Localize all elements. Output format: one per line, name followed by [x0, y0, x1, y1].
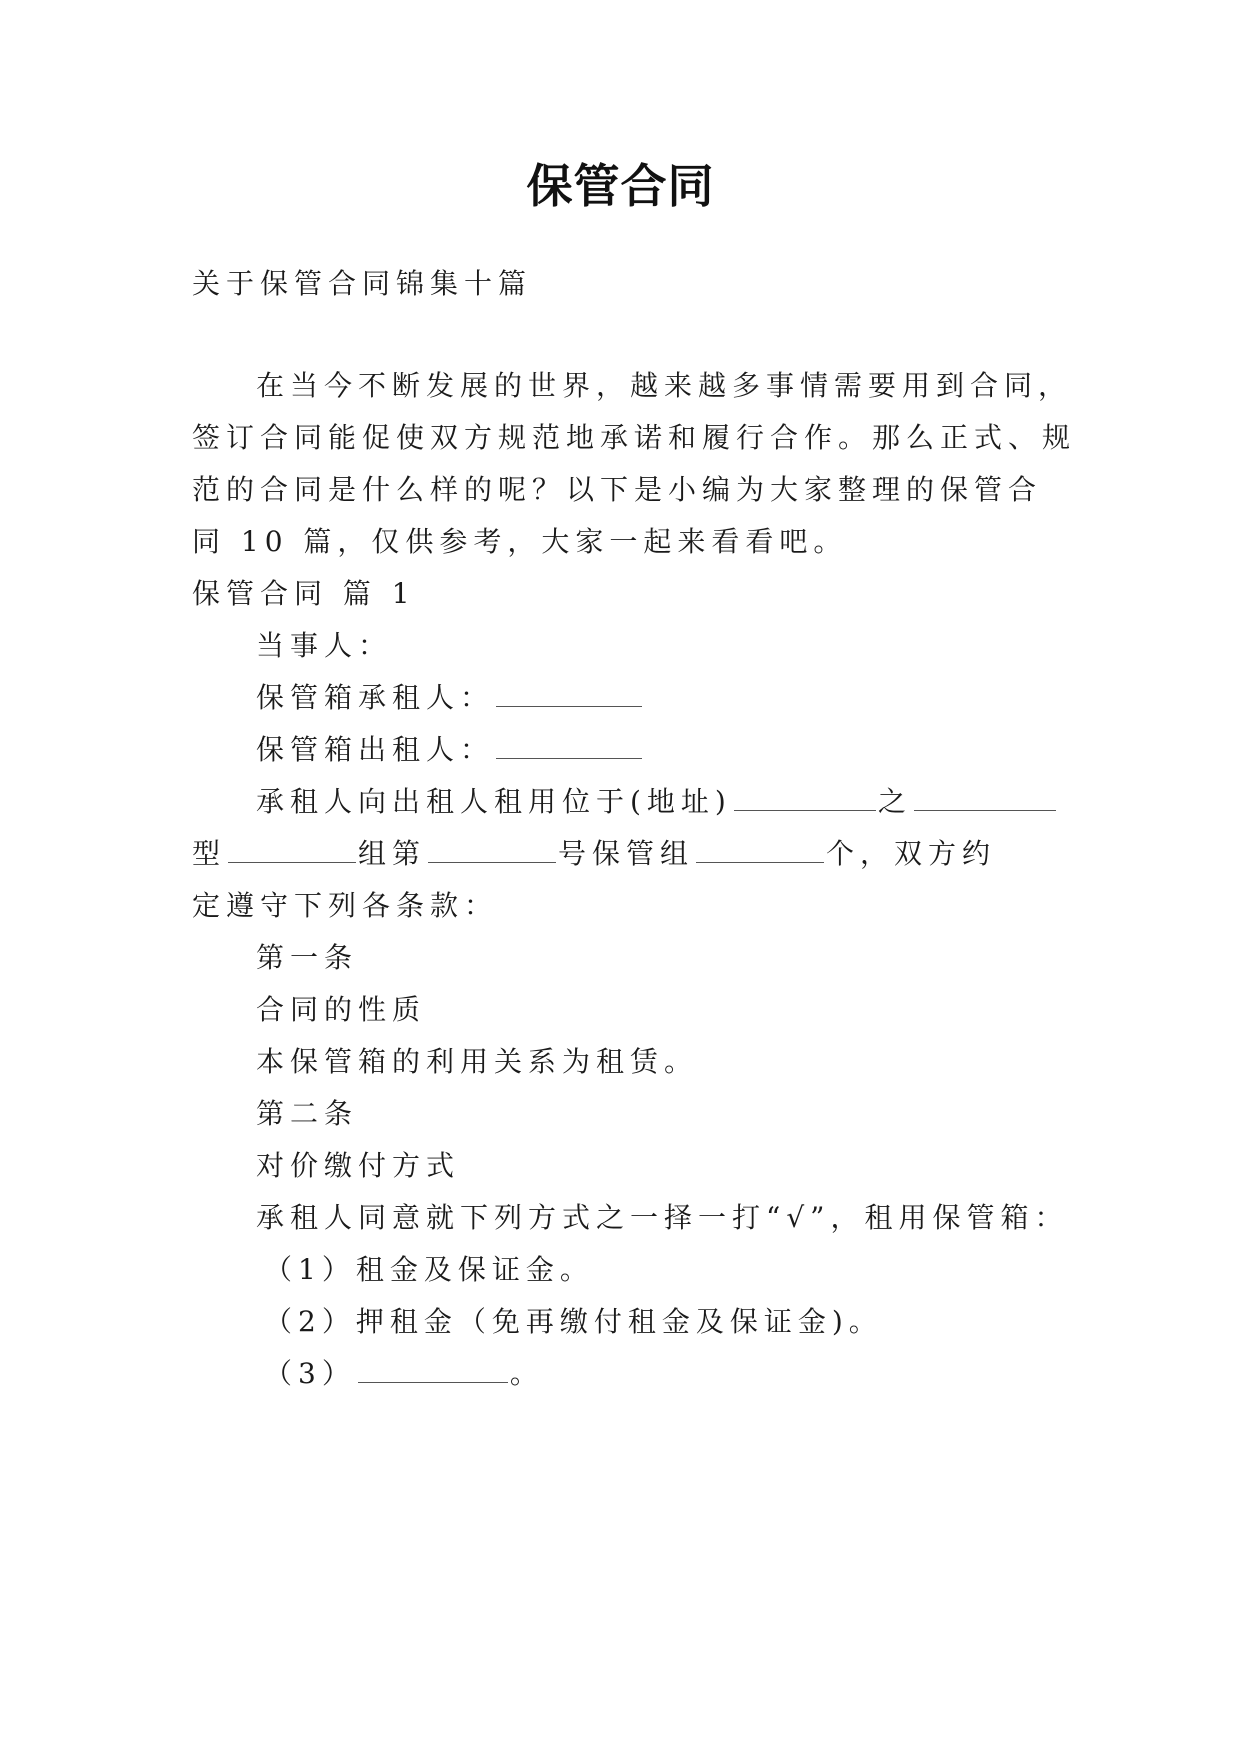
document-title: 保管合同 — [526, 159, 715, 213]
lessor-label: 保管箱出租人： — [256, 733, 495, 766]
lessor-line — [256, 730, 644, 770]
rent-text-e: 号保管组 — [558, 837, 695, 870]
rent-line-3: 定遵守下列各条款： — [192, 889, 499, 922]
intro-line-3: 范的合同是什么样的呢？以下是小编为大家整理的保管合 — [192, 473, 1043, 506]
group-blank — [228, 836, 356, 863]
count-blank — [696, 836, 824, 863]
address-blank — [734, 784, 876, 811]
lessee-blank — [496, 680, 642, 707]
article-1-name: 合同的性质 — [256, 993, 427, 1026]
article-2-number: 第二条 — [256, 1097, 359, 1130]
rent-text-f: 个，双方约 — [826, 837, 997, 870]
number-blank — [428, 836, 556, 863]
rent-line-2 — [192, 834, 996, 874]
option-3-blank — [358, 1356, 508, 1383]
rent-text-a: 承租人向出租人租用位于(地址) — [256, 785, 732, 818]
rent-line-1 — [256, 782, 1058, 822]
lessee-label: 保管箱承租人： — [256, 681, 495, 714]
intro-line-4: 同 10 篇，仅供参考，大家一起来看看吧。 — [192, 525, 848, 558]
rent-text-b: 之 — [877, 785, 912, 818]
type-blank — [914, 784, 1056, 811]
option-3-prefix: （3） — [264, 1357, 356, 1390]
article-1-number: 第一条 — [256, 941, 359, 974]
rent-text-c: 型 — [192, 837, 227, 870]
option-1: （1）租金及保证金。 — [264, 1253, 594, 1286]
article-2-name: 对价缴付方式 — [256, 1149, 461, 1182]
parties-label: 当事人： — [256, 629, 393, 662]
lessee-line — [256, 678, 644, 718]
intro-line-1: 在当今不断发展的世界，越来越多事情需要用到合同， — [256, 369, 1073, 402]
section-heading: 保管合同 篇 1 — [192, 577, 416, 610]
article-1-text: 本保管箱的利用关系为租赁。 — [256, 1045, 699, 1078]
option-2: （2）押租金（免再缴付租金及保证金)。 — [264, 1305, 883, 1338]
intro-line-2: 签订合同能促使双方规范地承诺和履行合作。那么正式、规 — [192, 421, 1077, 454]
option-3-suffix: 。 — [509, 1357, 544, 1390]
lessor-blank — [496, 732, 642, 759]
document-subtitle: 关于保管合同锦集十篇 — [192, 267, 533, 300]
option-3 — [264, 1354, 544, 1394]
rent-text-d: 组第 — [358, 837, 427, 870]
article-2-text: 承租人同意就下列方式之一择一打“√”，租用保管箱： — [256, 1201, 1069, 1234]
